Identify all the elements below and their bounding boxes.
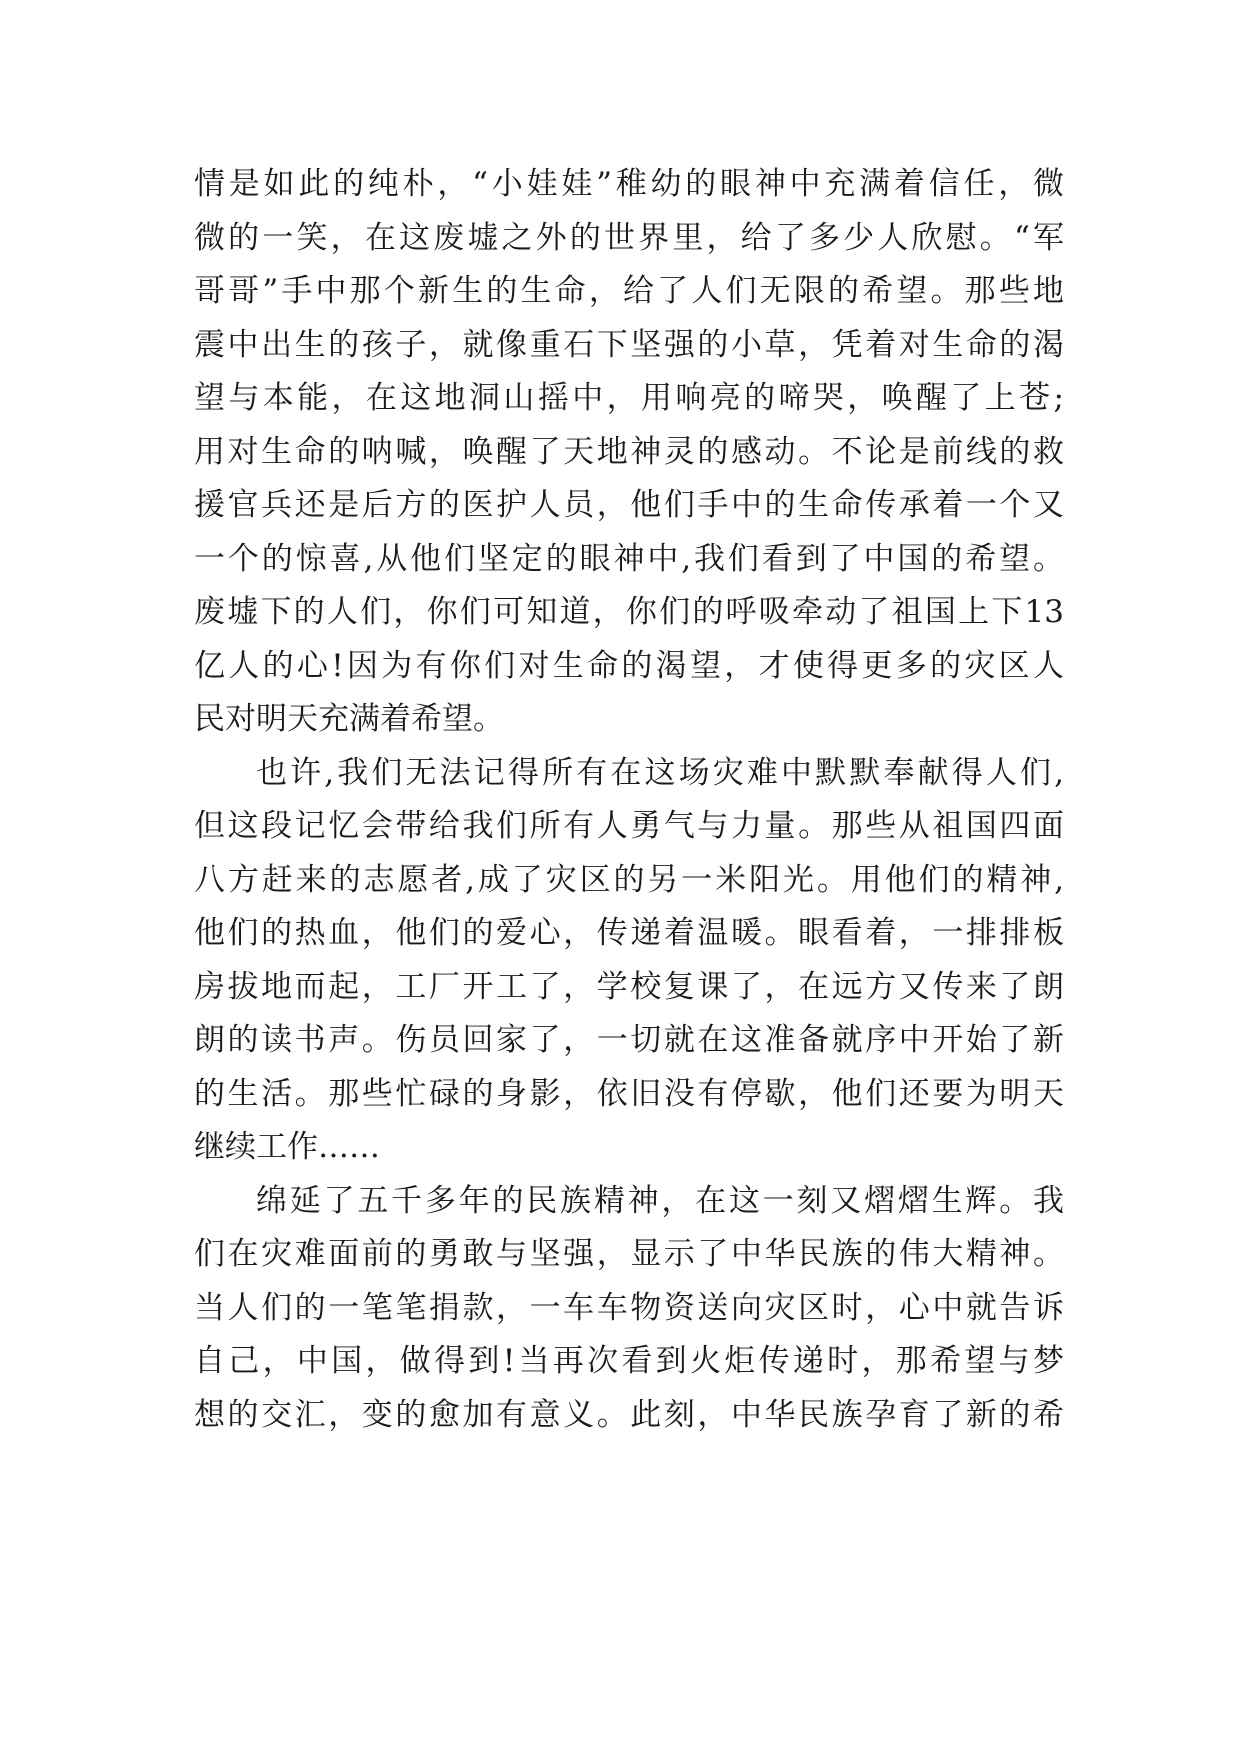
text-line: 微的一笑，在这废墟之外的世界里，给了多少人欣慰。“军 [194, 219, 1064, 256]
text-line: 自己，中国，做得到!当再次看到火炬传递时，那希望与梦 [194, 1343, 1064, 1379]
text-line: 朗的读书声。伤员回家了，一切就在这准备就序中开始了新 [194, 1022, 1064, 1058]
text-line: 绵延了五千多年的民族精神，在这一刻又熠熠生辉。我 [256, 1182, 1064, 1219]
text-line: 援官兵还是后方的医护人员，他们手中的生命传承着一个又 [194, 487, 1064, 523]
text-line: 民对明天充满着希望。 [194, 701, 504, 737]
text-line: 也许,我们无法记得所有在这场灾难中默默奉献得人们, [256, 754, 1064, 791]
text-line: 亿人的心!因为有你们对生命的渴望，才使得更多的灾区人 [194, 647, 1064, 684]
text-line: 望与本能，在这地洞山摇中，用响亮的啼哭，唤醒了上苍; [194, 380, 1064, 416]
text-line: 废墟下的人们，你们可知道，你们的呼吸牵动了祖国上下13 [194, 594, 1064, 630]
text-line: 用对生命的呐喊，唤醒了天地神灵的感动。不论是前线的救 [194, 433, 1064, 470]
paragraph [194, 158, 1064, 747]
text-line: 的生活。那些忙碌的身影，依旧没有停歇，他们还要为明天 [194, 1075, 1064, 1112]
text-line: 想的交汇，变的愈加有意义。此刻，中华民族孕育了新的希 [194, 1396, 1064, 1433]
text-line: 震中出生的孩子，就像重石下坚强的小草，凭着对生命的渴 [194, 326, 1064, 363]
text-line: 继续工作…… [194, 1129, 380, 1165]
document-body [194, 158, 1064, 1442]
text-line: 情是如此的纯朴，“小娃娃”稚幼的眼神中充满着信任，微 [194, 166, 1064, 202]
text-line: 他们的热血，他们的爱心，传递着温暖。眼看着，一排排板 [194, 915, 1064, 951]
paragraph [194, 1175, 1064, 1443]
paragraph [194, 747, 1064, 1175]
text-line: 但这段记忆会带给我们所有人勇气与力量。那些从祖国四面 [194, 808, 1064, 844]
text-line: 八方赶来的志愿者,成了灾区的另一米阳光。用他们的精神, [194, 861, 1064, 898]
text-line: 哥哥”手中那个新生的生命，给了人们无限的希望。那些地 [194, 273, 1064, 309]
text-line: 房拔地而起，工厂开工了，学校复课了，在远方又传来了朗 [194, 968, 1064, 1005]
text-line: 们在灾难面前的勇敢与坚强，显示了中华民族的伟大精神。 [194, 1236, 1064, 1272]
text-line: 一个的惊喜,从他们坚定的眼神中,我们看到了中国的希望。 [194, 540, 1064, 577]
text-line: 当人们的一笔笔捐款，一车车物资送向灾区时，心中就告诉 [194, 1289, 1064, 1326]
